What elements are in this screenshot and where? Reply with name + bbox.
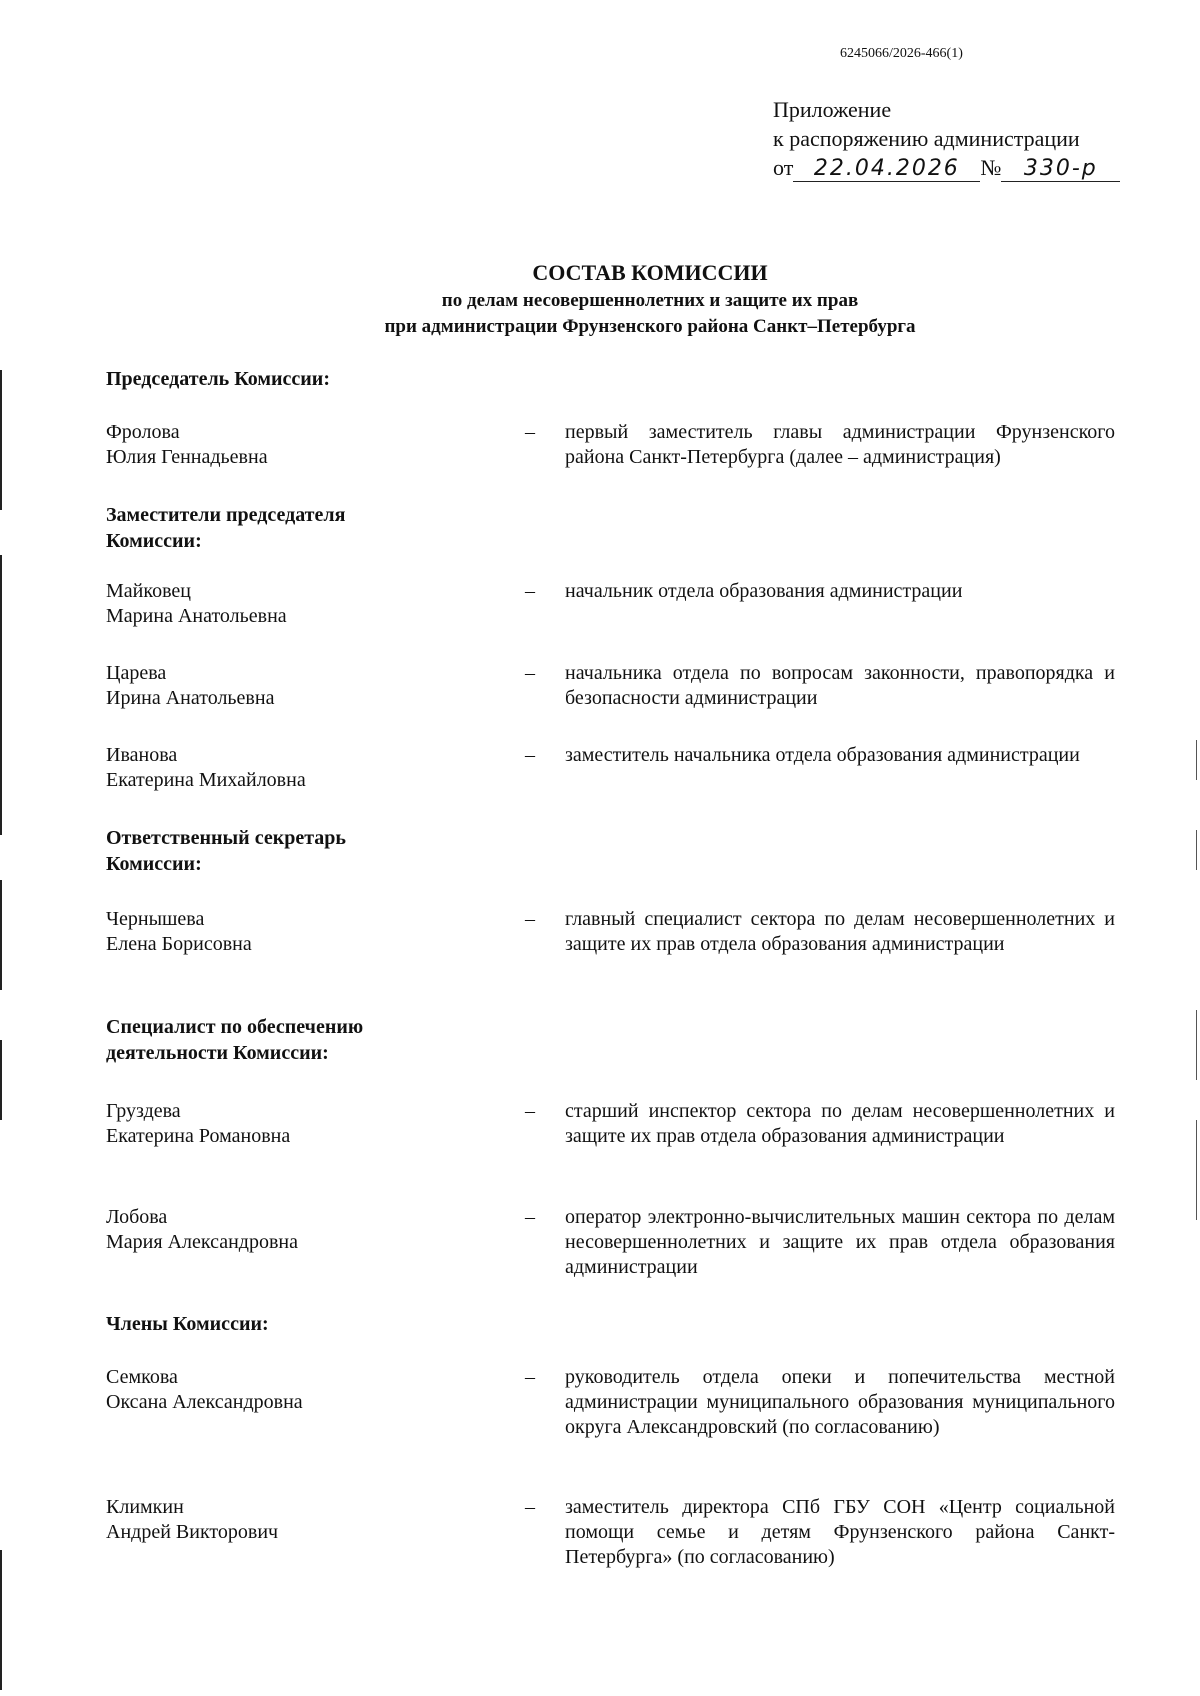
- member-name: Семкова Оксана Александровна: [106, 1366, 303, 1413]
- dash: –: [525, 908, 535, 930]
- scan-edge-line: [0, 370, 2, 510]
- member-role: начальника отдела по вопросам законности, правопорядка и безопасности администрации: [565, 662, 1115, 709]
- dash: –: [525, 1366, 535, 1388]
- section-secretary: Ответственный секретарь Комиссии:: [106, 827, 346, 875]
- section-chairman: Председатель Комиссии:: [106, 368, 330, 390]
- handwritten-number: 330-р: [1001, 157, 1120, 182]
- dash: –: [525, 744, 535, 766]
- dash: –: [525, 1206, 535, 1228]
- member-role: первый заместитель главы администрации Фрунзенского района Санкт-Петербурга (далее – администрация): [565, 421, 1115, 468]
- section-members: Члены Комиссии:: [106, 1313, 269, 1335]
- dash: –: [525, 580, 535, 602]
- member-name: Иванова Екатерина Михайловна: [106, 744, 306, 791]
- scan-edge-line: [0, 1550, 2, 1690]
- document-id: 6245066/2026-466(1): [840, 46, 963, 61]
- scan-edge-line: [1196, 1010, 1197, 1080]
- appendix-header: [773, 95, 1120, 182]
- member-name: Майковец Марина Анатольевна: [106, 580, 287, 627]
- scan-edge-line: [1196, 1120, 1197, 1220]
- member-role: заместитель директора СПб ГБУ СОН «Центр социальной помощи семье и детям Фрунзенского района Санкт-Петербурга» (по согласованию): [565, 1496, 1115, 1568]
- number-label: №: [980, 155, 1002, 180]
- member-name: Груздева Екатерина Романовна: [106, 1100, 291, 1147]
- title-subtitle-2: при администрации Фрунзенского района Санкт–Петербурга: [384, 316, 916, 337]
- scan-edge-line: [0, 1040, 2, 1120]
- member-role: оператор электронно-вычислительных машин сектора по делам несовершеннолетних и защите их прав отдела образования администрации: [565, 1206, 1115, 1278]
- dash: –: [525, 1496, 535, 1518]
- member-name: Климкин Андрей Викторович: [106, 1496, 279, 1543]
- dash: –: [525, 662, 535, 684]
- section-specialist: Специалист по обеспечению деятельности Комиссии:: [106, 1016, 364, 1064]
- appendix-subtitle: к распоряжению администрации: [773, 126, 1080, 151]
- scan-edge-line: [1196, 830, 1197, 870]
- member-name: Царева Ирина Анатольевна: [106, 662, 275, 709]
- member-name: Фролова Юлия Геннадьевна: [106, 421, 268, 468]
- member-role: начальник отдела образования администрации: [565, 580, 963, 602]
- dash: –: [525, 421, 535, 443]
- scan-edge-line: [0, 880, 2, 990]
- scan-edge-line: [1196, 740, 1197, 780]
- member-role: заместитель начальника отдела образования администрации: [565, 744, 1080, 766]
- appendix-date-line: [773, 153, 1120, 182]
- member-role: главный специалист сектора по делам несовершеннолетних и защите их прав отдела образования администрации: [565, 908, 1115, 955]
- member-role: руководитель отдела опеки и попечительства местной администрации муниципального образования муниципального округа Александровский (по согласованию): [565, 1366, 1115, 1438]
- title-main: СОСТАВ КОМИССИИ: [532, 260, 768, 285]
- member-name: Лобова Мария Александровна: [106, 1206, 298, 1253]
- title-subtitle-1: по делам несовершеннолетних и защите их прав: [441, 290, 859, 311]
- section-deputies: Заместители председателя Комиссии:: [106, 504, 346, 552]
- from-label: от: [773, 155, 794, 180]
- handwritten-date: 22.04.2026: [793, 157, 980, 182]
- document-title: [0, 258, 1200, 340]
- member-role: старший инспектор сектора по делам несовершеннолетних и защите их прав отдела образования администрации: [565, 1100, 1115, 1147]
- appendix-title: Приложение: [773, 97, 892, 122]
- member-name: Чернышева Елена Борисовна: [106, 908, 252, 955]
- dash: –: [525, 1100, 535, 1122]
- scan-edge-line: [0, 555, 2, 835]
